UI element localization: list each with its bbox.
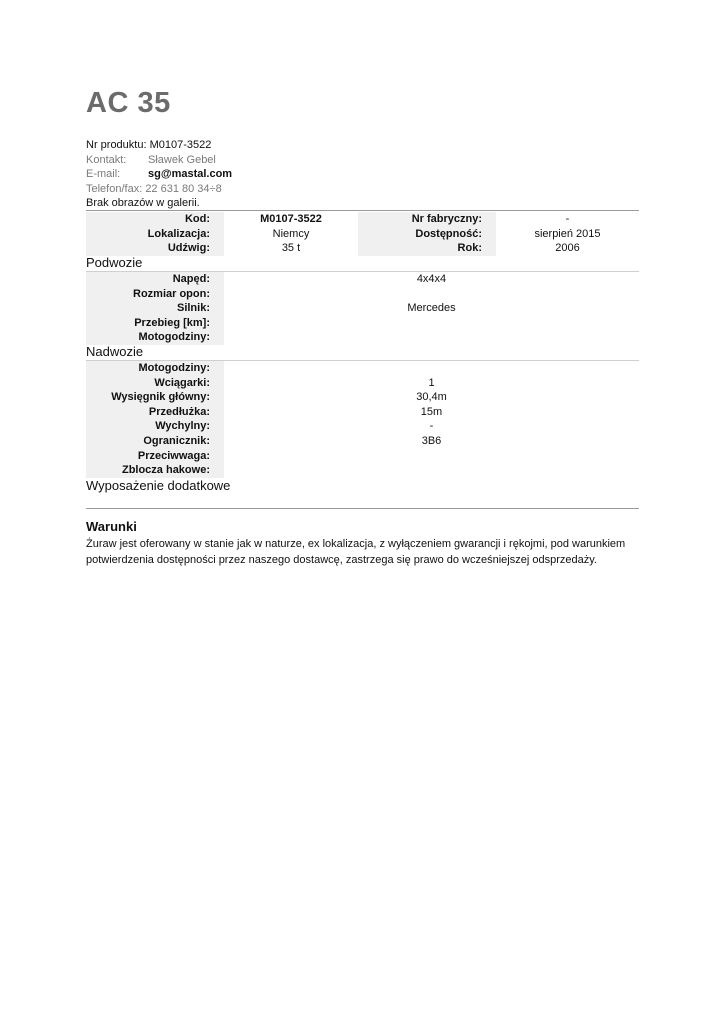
contact-info xyxy=(86,138,232,211)
location-label: Lokalizacja: xyxy=(86,227,224,242)
spec-value xyxy=(224,287,639,302)
section-title-nadwozie: Nadwozie xyxy=(86,344,144,359)
spec-label: Zblocza hakowe: xyxy=(86,463,224,478)
table-row xyxy=(86,227,639,242)
podwozie-table xyxy=(86,272,639,345)
main-info-table xyxy=(86,212,639,256)
gallery-note: Brak obrazów w galerii. xyxy=(86,197,200,209)
spec-value: 30,4m xyxy=(416,391,447,404)
spec-value xyxy=(224,361,639,376)
table-row xyxy=(86,376,639,391)
code-label: Kod: xyxy=(86,212,224,227)
divider xyxy=(86,508,639,509)
spec-value: 1 xyxy=(428,376,435,389)
spec-value: Mercedes xyxy=(407,302,456,315)
spec-label: Przeciwwaga: xyxy=(86,449,224,464)
year-label: Rok: xyxy=(358,241,496,256)
divider xyxy=(86,210,639,211)
spec-label: Motogodziny: xyxy=(86,361,224,376)
serial-value: - xyxy=(565,213,570,225)
spec-label: Przedłużka: xyxy=(86,405,224,420)
spec-label: Silnik: xyxy=(86,301,224,316)
spec-label: Wychylny: xyxy=(86,419,224,434)
contact-row xyxy=(86,153,232,168)
section-title-podwozie: Podwozie xyxy=(86,255,143,270)
product-number: Nr produktu: M0107-3522 xyxy=(86,139,212,151)
table-row xyxy=(86,241,639,256)
spec-value xyxy=(224,449,639,464)
spec-label: Napęd: xyxy=(86,272,224,287)
email-link[interactable]: sg@mastal.com xyxy=(148,168,233,180)
spec-value: 15m xyxy=(420,405,443,418)
year-value: 2006 xyxy=(555,242,580,255)
table-row xyxy=(86,390,639,405)
table-row xyxy=(86,449,639,464)
capacity-label: Udźwig: xyxy=(86,241,224,256)
spec-label: Motogodziny: xyxy=(86,330,224,345)
table-row xyxy=(86,330,639,345)
spec-label: Wciągarki: xyxy=(86,376,224,391)
email-label: E-mail: xyxy=(86,168,121,180)
code-value: M0107-3522 xyxy=(260,213,322,225)
nadwozie-table xyxy=(86,361,639,478)
spec-label: Rozmiar opon: xyxy=(86,287,224,302)
table-row xyxy=(86,212,639,227)
terms-text: Żuraw jest oferowany w stanie jak w naturze, ex lokalizacja, z wyłączeniem gwarancji i rękojmi, pod warunkiem potwierdzenia dostępności przez naszego dostawcę, zastrzega się prawo do wcześniejszej odsprzedaży. xyxy=(86,538,626,566)
table-row xyxy=(86,419,639,434)
table-row xyxy=(86,361,639,376)
spec-label: Przebieg [km]: xyxy=(86,316,224,331)
table-row xyxy=(86,272,639,287)
table-row xyxy=(86,463,639,478)
spec-value xyxy=(224,463,639,478)
availability-label: Dostępność: xyxy=(358,227,496,242)
location-value: Niemcy xyxy=(272,227,310,240)
email-row xyxy=(86,167,232,182)
phone-row: Telefon/fax: 22 631 80 34÷8 xyxy=(86,182,222,195)
capacity-value: 35 t xyxy=(281,242,301,255)
contact-label: Kontakt: xyxy=(86,153,127,166)
spec-value: - xyxy=(429,420,434,433)
terms-heading: Warunki xyxy=(86,519,137,534)
contact-name: Sławek Gebel xyxy=(148,153,216,166)
spec-label: Wysięgnik główny: xyxy=(86,390,224,405)
page-title: AC 35 xyxy=(86,87,171,119)
table-row xyxy=(86,434,639,449)
spec-label: Ogranicznik: xyxy=(86,434,224,449)
table-row xyxy=(86,316,639,331)
spec-value xyxy=(224,330,639,345)
section-title-wyposazenie: Wyposażenie dodatkowe xyxy=(86,478,231,493)
availability-value: sierpień 2015 xyxy=(534,227,601,240)
spec-value: 4x4x4 xyxy=(416,273,447,285)
table-row xyxy=(86,405,639,420)
spec-value: 3B6 xyxy=(421,434,442,447)
table-row xyxy=(86,301,639,316)
spec-value xyxy=(224,316,639,331)
serial-label: Nr fabryczny: xyxy=(358,212,496,227)
table-row xyxy=(86,287,639,302)
